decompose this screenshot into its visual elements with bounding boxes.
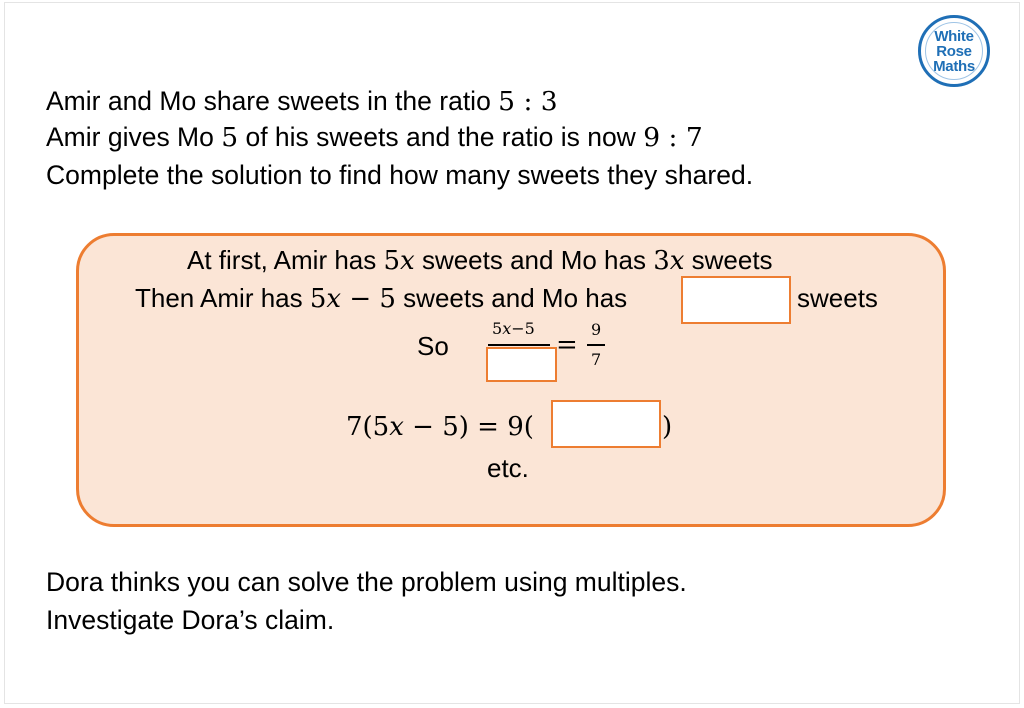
solution-line-2: Then Amir has 5x − 5 sweets and Mo has [135,283,628,314]
fraction2-denominator: 7 [591,350,602,369]
question-line-1: Amir and Mo share sweets in the ratio 5 : 3 [46,86,558,117]
fraction-bar [488,344,550,346]
fraction2-bar [587,344,605,346]
question-line-2: Amir gives Mo 5 of his sweets and the ratio is now 9 : 7 [46,122,703,153]
dora-claim-line-2: Investigate Dora’s claim. [46,605,335,635]
mo-sweets-answer-box[interactable] [681,276,791,324]
equation-close-bracket: ) [662,412,673,442]
white-rose-maths-logo [918,15,990,87]
ratio-initial: 5 : 3 [498,86,558,117]
solution-line-1: At first, Amir has 5x sweets and Mo has 3x sweets [187,245,773,276]
logo-line-1: White [934,27,974,45]
so-label: So [417,331,449,361]
logo-line-3: Maths [933,57,975,75]
equation-line: 7(5x − 5) = 9( [346,412,534,442]
fraction-numerator: 5x−5 [492,319,535,338]
etc-label: etc. [487,453,529,483]
dora-claim-line-1: Dora thinks you can solve the problem using multiples. [46,567,687,597]
denominator-answer-box[interactable] [486,347,557,382]
fraction2-numerator: 9 [591,320,602,339]
equals-sign: = [556,330,578,360]
bracket-answer-box[interactable] [551,400,661,448]
ratio-final: 9 : 7 [643,122,703,153]
question-line-3: Complete the solution to find how many sweets they shared. [46,160,754,190]
logo-line-2: Rose [936,42,972,60]
solution-line-2-sweets: sweets [797,283,878,313]
